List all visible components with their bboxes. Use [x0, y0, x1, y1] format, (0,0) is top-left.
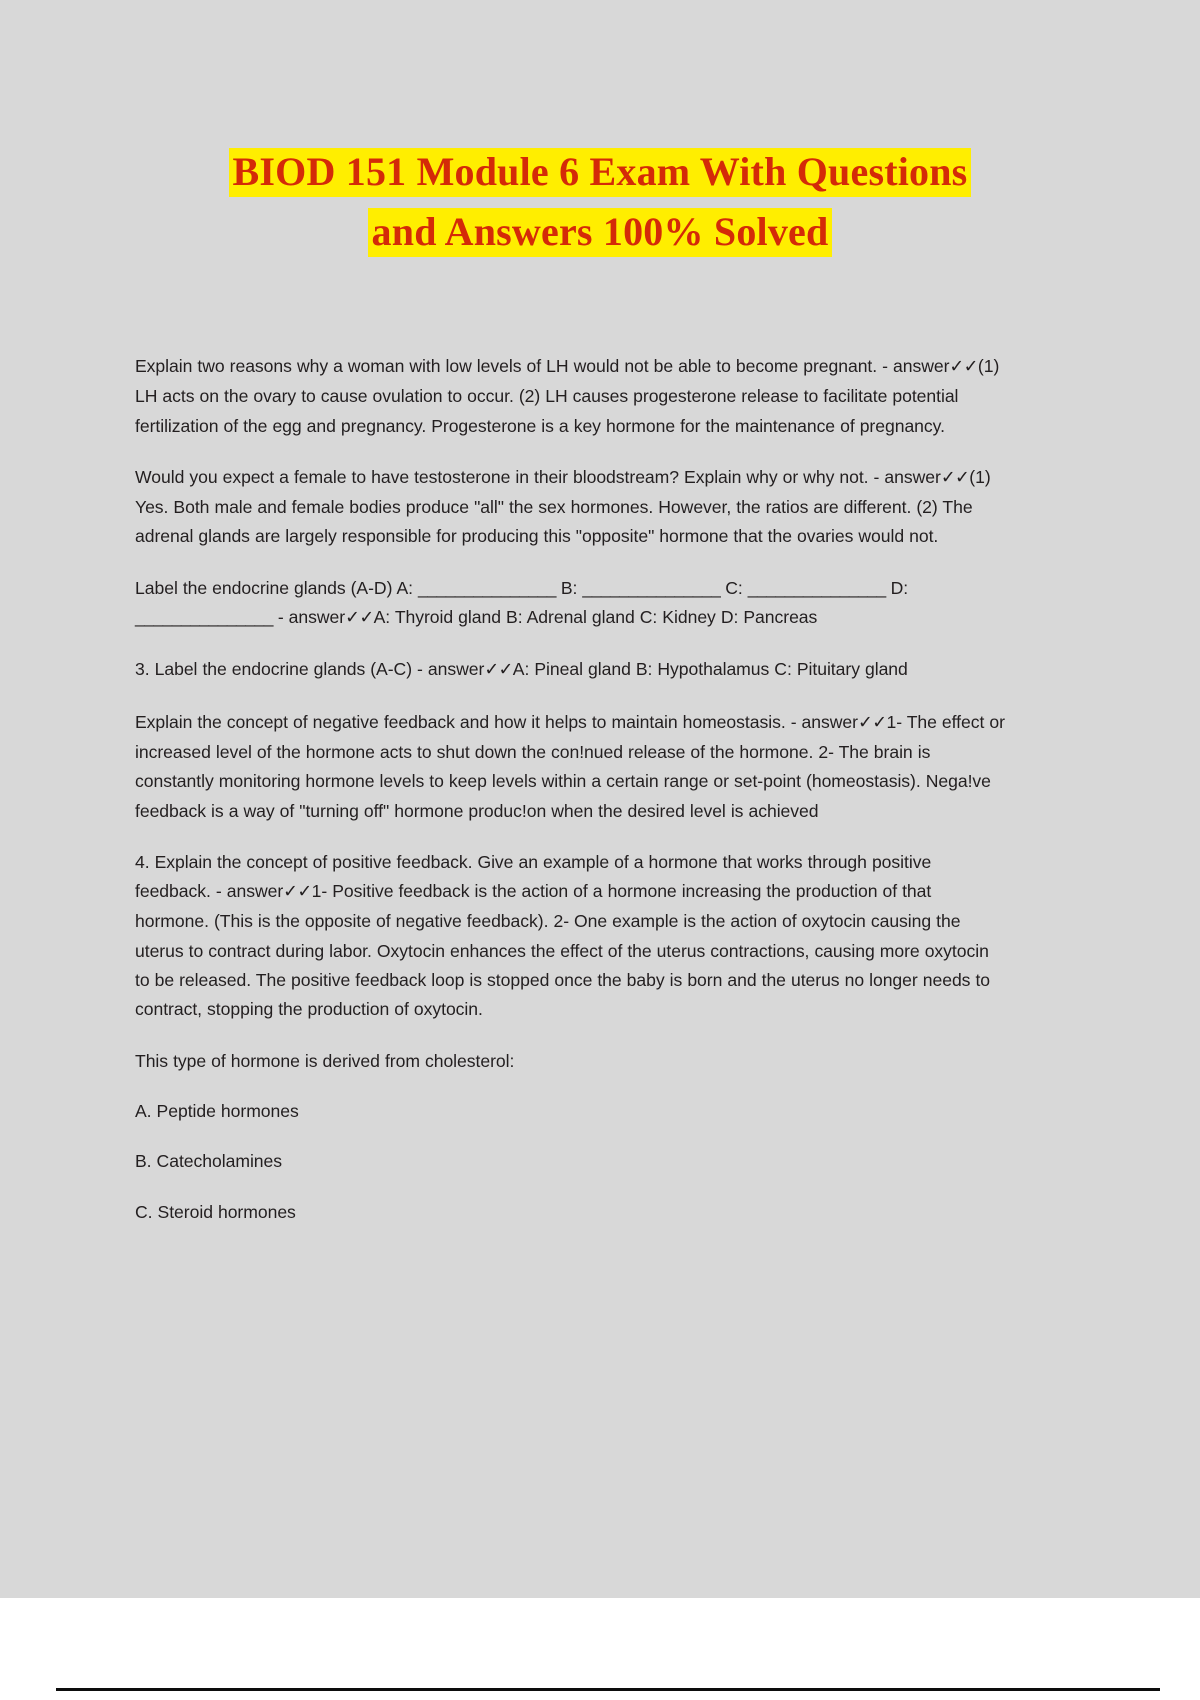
- answer-blank-c: _______________: [747, 577, 886, 598]
- question-text-5: Explain the concept of negative feedback and how it helps to maintain homeostasis. - answer: [135, 711, 858, 732]
- question-text-2: Would you expect a female to have testosterone in their bloodstream? Explain why or why not. - answer: [135, 466, 941, 487]
- answer-choice-a: A. Peptide hormones: [135, 1100, 299, 1121]
- question-text-3c: C:: [720, 577, 748, 598]
- answer-blank-d: _______________: [135, 607, 273, 628]
- answer-blank-b: _______________: [582, 577, 721, 598]
- question-text-6: 4. Explain the concept of positive feedback. Give an example of a hormone that works through positive feedback. - answer: [135, 851, 932, 902]
- qa-paragraph-3: [135, 574, 1007, 634]
- footer-divider: [56, 1688, 1160, 1691]
- checkmark-icon: ✓✓: [857, 712, 887, 733]
- answer-choice-c: C. Steroid hormones: [135, 1201, 296, 1222]
- checkmark-icon: ✓✓: [345, 608, 374, 629]
- answer-text-3: A: Thyroid gland B: Adrenal gland C: Kidney D: Pancreas: [373, 607, 818, 628]
- answer-text-4: A: Pineal gland B: Hypothalamus C: Pituitary gland: [512, 659, 908, 680]
- page-title: [135, 142, 1065, 262]
- page-title-line-1: BIOD 151 Module 6 Exam With Questions: [229, 148, 972, 197]
- question-text-3e: - answer: [272, 607, 346, 628]
- question-text-3a: Label the endocrine glands (A-D) A:: [135, 577, 419, 598]
- qa-paragraph-5: [135, 708, 1007, 826]
- qa-paragraph-2: [135, 463, 1007, 552]
- answer-blank-a: _______________: [418, 577, 556, 598]
- answer-text-5: 1- The effect or increased level of the hormone acts to shut down the con!nued release of the hormone. 2- The brain is constantly monitoring hormone levels to keep levels within a certain range or set-point (homeostasis). Nega!ve feedback is a way of "turning off" hormone produc!on when the desired level is achieved: [135, 711, 1005, 821]
- answer-text-2: (1) Yes. Both male and female bodies produce "all" the sex hormones. However, the ratios are different. (2) The adrenal glands are largely responsible for producing this "opposite" hormone that the ovaries would not.: [135, 466, 991, 547]
- answer-choice-b: B. Catecholamines: [135, 1151, 283, 1172]
- checkmark-icon: ✓✓: [283, 882, 312, 903]
- document-body: [135, 352, 1007, 1227]
- page-title-line-2: and Answers 100% Solved: [368, 208, 833, 257]
- qa-paragraph-6: [135, 848, 1007, 1025]
- question-text-1: Explain two reasons why a woman with low levels of LH would not be able to become pregnant. - answer: [135, 356, 950, 376]
- qa-paragraph-1: [135, 352, 1007, 441]
- checkmark-icon: ✓✓: [940, 467, 970, 488]
- answer-text-1: (1) LH acts on the ovary to cause ovulation to occur. (2) LH causes progesterone release to facilitate potential fertilization of the egg and pregnancy. Progesterone is a key hormone for the maintenance of pregnancy.: [135, 356, 1000, 436]
- question-text-3b: B:: [555, 577, 583, 598]
- question-text-4: 3. Label the endocrine glands (A-C) - answer: [135, 659, 485, 680]
- question-text-3d: D:: [885, 577, 909, 598]
- answer-text-6: 1- Positive feedback is the action of a hormone increasing the production of that hormone. (This is the opposite of negative feedback). 2- One example is the action of oxytocin causing the uterus to contract during labor. Oxytocin enhances the effect of the uterus contractions, causing more oxytocin to be released. The positive feedback loop is stopped once the baby is born and the uterus no longer needs to contract, stopping the production of oxytocin.: [135, 881, 991, 1020]
- checkmark-icon: ✓✓: [949, 357, 978, 377]
- qa-paragraph-4: [135, 655, 1007, 685]
- question-stem-7: This type of hormone is derived from cholesterol:: [135, 1050, 515, 1071]
- checkmark-icon: ✓✓: [484, 660, 513, 681]
